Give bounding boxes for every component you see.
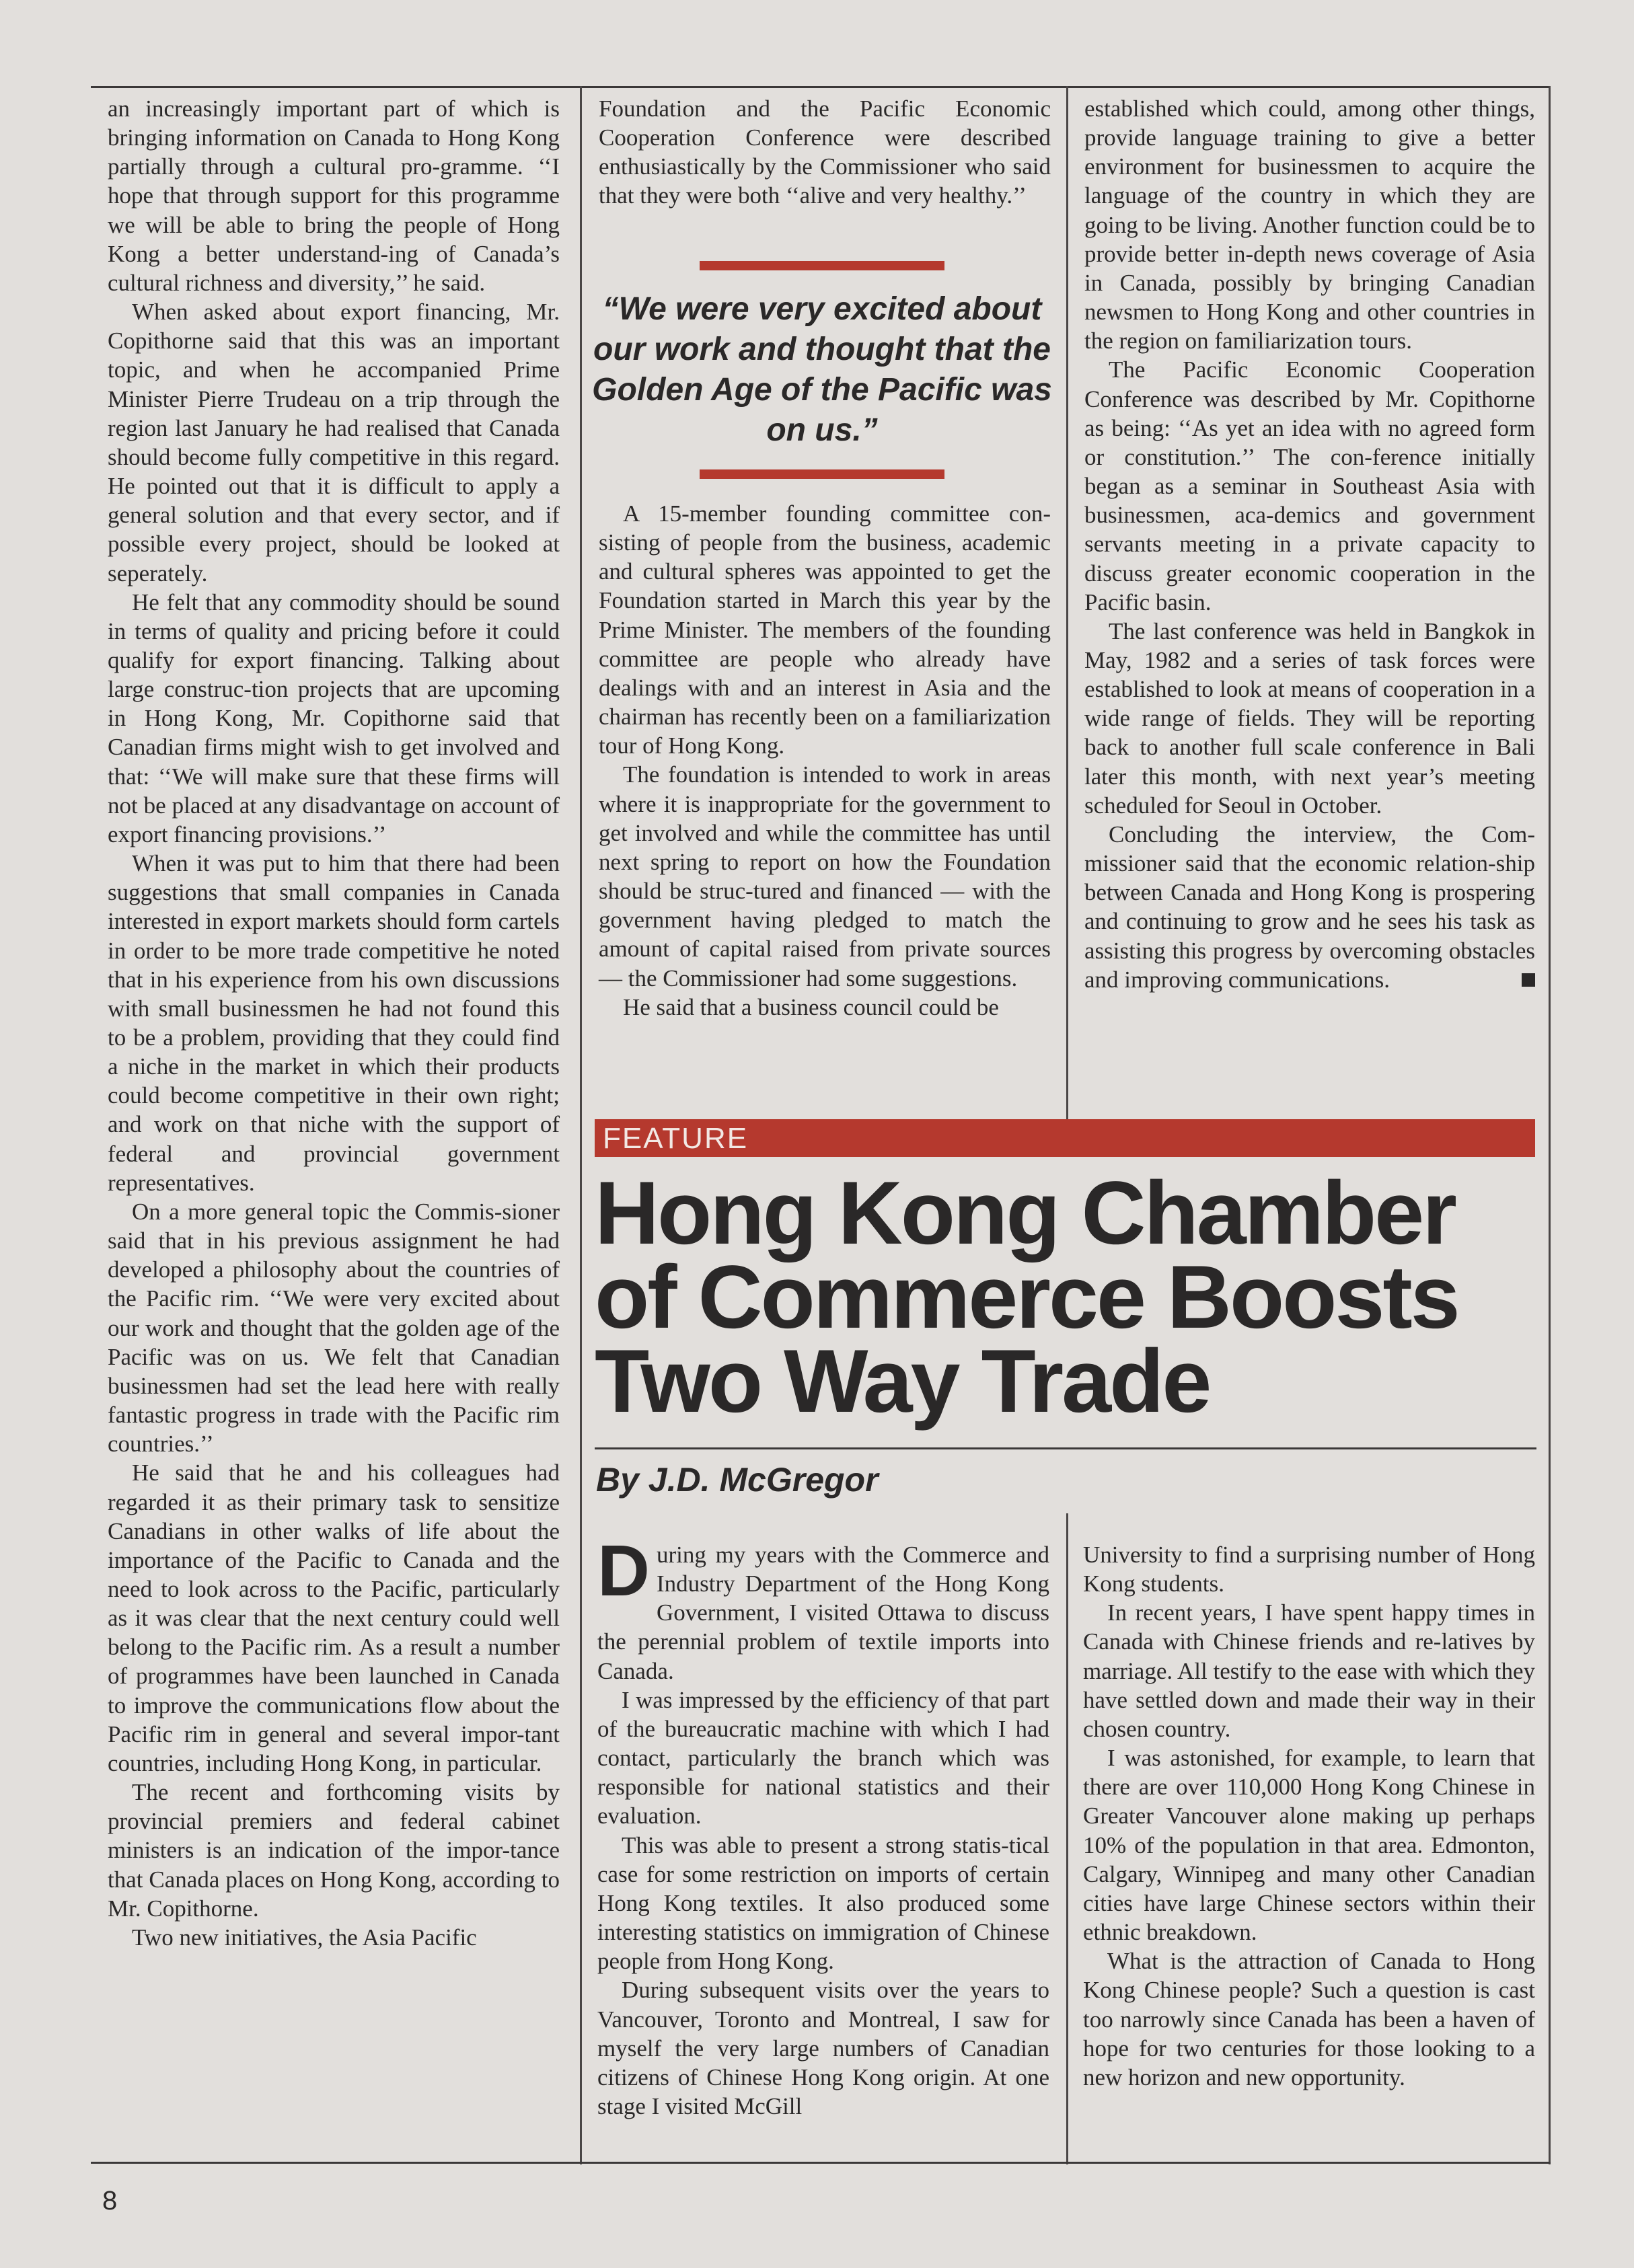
- bottom-rule: [91, 2162, 1551, 2164]
- column-divider: [580, 86, 582, 2164]
- paragraph: When it was put to him that there had been suggestions that small companies in Canada interested in export markets should form cartels in order to be more trade competitive he noted that in his experience from his own discussions with small businessmen he had not found this to be a problem, providing that they could find a niche in the market in which their products could become competitive in their own right; and work on that niche with the support of federal and provincial government representatives.: [108, 850, 560, 1196]
- headline-line: Two Way Trade: [595, 1332, 1210, 1431]
- paragraph-text: Concluding the interview, the Com-missioner said that the economic relation-ship between Canada and Hong Kong is prospering and continuing to grow and he sees his task as assisting this progress by overcoming obstacles and improving communications.: [1084, 821, 1535, 993]
- paragraph: When asked about export financing, Mr. Copithorne said that this was an important topic, and when he accompanied Prime Minister Pierre Trudeau on a trip through the region last January he had realised that Canada should become fully competitive in this regard. He pointed out that it is difficult to apply a general solution and that every sector, and if possible every project, should be looked at seperately.: [108, 299, 560, 587]
- column-divider: [1066, 1513, 1068, 2164]
- page-number: 8: [102, 2186, 118, 2216]
- feature-column-2: [1083, 1540, 1535, 2092]
- article-column-1: [108, 94, 560, 1952]
- paragraph: He said that a business council could be: [623, 993, 999, 1020]
- paragraph: The recent and forthcoming visits by provincial premiers and federal cabinet ministers is an indication of the impor-tance that Canada places on Hong Kong, according to Mr. Copithorne.: [108, 1779, 560, 1922]
- pull-quote: “We were very excited about our work and thought that the Golden Age of the Pacific was on us.”: [592, 291, 1052, 448]
- paragraph: He felt that any commodity should be sound in terms of quality and pricing before it could qualify for export financing. Talking about large construc-tion projects that are upcoming in Hong Kong, Mr. Copithorne said that Canadian firms might wish to get involved and that: ‘‘We will make sure that these firms will not be placed at any disadvantage on account of export financing provisions.’’: [108, 589, 560, 847]
- feature-label: FEATURE: [603, 1122, 749, 1155]
- paragraph: an increasingly important part of which is bringing information on Canada to Hong Kong partially through a cultural pro-gramme. ‘‘I hope that through support for this programme we will be able to bring the people of Hong Kong a better understand-ing of Canada’s cultural richness and diversity,’’ he said.: [108, 96, 560, 296]
- feature-banner: [595, 1119, 1535, 1157]
- headline-rule: [595, 1447, 1536, 1449]
- top-rule: [91, 86, 1551, 88]
- headline-line: of Commerce Boosts: [595, 1248, 1458, 1347]
- article-column-2-bottom: [599, 499, 1051, 1022]
- paragraph: [597, 1529, 1049, 1686]
- paragraph: The Pacific Economic Cooperation Conference was described by Mr. Copithorne as being: ‘‘As yet an idea with no agreed form or constitution.’’ The con-ference initially began as a seminar in Southeast Asia with businessmen, aca-demics and government servants meeting in a private capacity to discuss greater economic cooperation in the Pacific basin.: [1084, 356, 1535, 615]
- paragraph: established which could, among other things, provide language training to give a better environment for businessmen to acquire the language of the country in which they are going to be living. Another function could be to provide better in-depth news coverage of Asia in Canada, possibly by bringing Canadian newsmen to Hong Kong and other countries in the region on familiarization tours.: [1084, 96, 1535, 354]
- column-divider: [1066, 86, 1068, 1122]
- pull-quote-bar: [700, 469, 944, 479]
- pull-quote-bar: [700, 261, 944, 270]
- paragraph: A 15-member founding committee con-sisting of people from the business, academic and cultural spheres was appointed to get the Foundation started in March this year by the Prime Minister. The members of the founding committee are people who already have dealings with and an interest in Asia and the chairman has recently been on a familiarization tour of Hong Kong.: [599, 500, 1051, 759]
- paragraph: Two new initiatives, the Asia Pacific: [132, 1924, 477, 1951]
- paragraph: I was impressed by the efficiency of that part of the bureaucratic machine with which I had contact, particularly the branch which was responsible for national statistics and their evaluation.: [597, 1686, 1049, 1829]
- paragraph: The last conference was held in Bangkok in May, 1982 and a series of task forces were established to look at means of cooperation in a wide range of fields. They will be reporting back to another full scale conference in Bali later this month, with next year’s meeting scheduled for Seoul in October.: [1084, 617, 1535, 819]
- paragraph: University to find a surprising number of Hong Kong students.: [1083, 1542, 1535, 1597]
- end-of-article-icon: [1522, 973, 1535, 987]
- paragraph: This was able to present a strong statis-tical case for some restriction on imports of certain Hong Kong textiles. It also produced some interesting statistics on immigration of Chinese people from Hong Kong.: [597, 1831, 1049, 1975]
- paragraph: [1084, 820, 1535, 994]
- drop-cap: D: [597, 1529, 650, 1611]
- paragraph: I was astonished, for example, to learn that there are over 110,000 Hong Kong Chinese in Greater Vancouver alone making up perhaps 10% of the population in that area. Edmonton, Calgary, Winnipeg and many other Canadian cities have large Chinese sectors within their ethnic breakdown.: [1083, 1745, 1535, 1946]
- paragraph: In recent years, I have spent happy times in Canada with Chinese friends and re-latives by marriage. All testify to the ease with which they have settled down and made their way in their chosen country.: [1083, 1599, 1535, 1742]
- headline-line: Hong Kong Chamber: [595, 1164, 1455, 1263]
- article-column-3: [1084, 94, 1535, 994]
- feature-column-1: [597, 1529, 1049, 2121]
- feature-headline: [595, 1164, 1550, 1431]
- article-column-2-top: [599, 94, 1051, 211]
- paragraph: He said that he and his colleagues had regarded it as their primary task to sensitize Canadians in other walks of life about the importance of the Pacific to Canada and the need to look across to the Pacific, particularly as it was clear that the next century could well belong to the Pacific rim. As a result a number of programmes have been launched in Canada to improve the communications flow about the Pacific rim in general and several impor-tant countries, including Hong Kong, in particular.: [108, 1460, 560, 1776]
- paragraph: What is the attraction of Canada to Hong Kong Chinese people? Such a question is cast too narrowly since Canada has been a haven of hope for two centuries for those looking to a new horizon and new opportunity.: [1083, 1948, 1535, 2090]
- paragraph-text: uring my years with the Commerce and Industry Department of the Hong Kong Government, I visited Ottawa to discuss the perennial problem of textile imports into Canada.: [597, 1542, 1049, 1684]
- paragraph: The foundation is intended to work in areas where it is inappropriate for the government to get involved and while the committee has until next spring to report on how the Foundation should be struc-tured and financed — with the government having pledged to match the amount of capital raised from private sources — the Commissioner had some suggestions.: [599, 761, 1051, 991]
- paragraph: Foundation and the Pacific Economic Cooperation Conference were described enthusiastically by the Commissioner who said that they were both ‘‘alive and very healthy.’’: [599, 96, 1051, 209]
- right-border: [1549, 86, 1551, 2164]
- paragraph: During subsequent visits over the years to Vancouver, Toronto and Montreal, I saw for myself the very large numbers of Canadian citizens of Chinese Hong Kong origin. At one stage I visited McGill: [597, 1977, 1049, 2119]
- byline: By J.D. McGregor: [596, 1461, 879, 1499]
- paragraph: On a more general topic the Commis-sioner said that in his previous assignment he had developed a philosophy about the countries of the Pacific rim. ‘‘We were very excited about our work and thought that the golden age of the Pacific was on us. We felt that Canadian businessmen had set the lead here with really fantastic progress in trade with the Pacific rim countries.’’: [108, 1198, 560, 1458]
